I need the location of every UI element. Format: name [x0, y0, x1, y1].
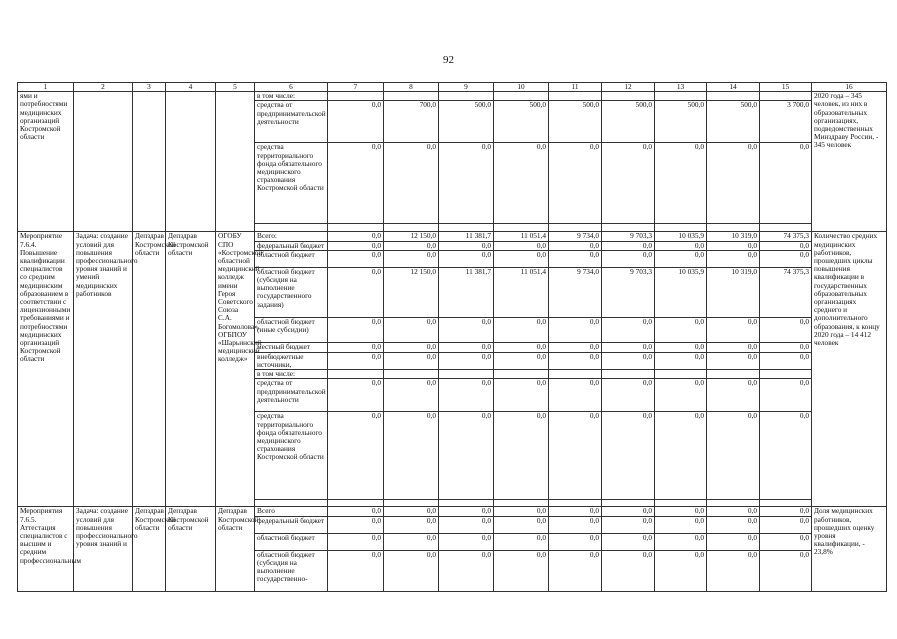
value-cell: 0,0	[494, 533, 549, 550]
value-cell: 500,0	[602, 101, 655, 143]
value-cell: 0,0	[760, 533, 812, 550]
value-cell: 0,0	[549, 241, 602, 250]
header-cell: 15	[760, 83, 812, 92]
customer-cell: Депздрав Костромской области	[166, 232, 216, 507]
value-cell: 10 319,0	[707, 267, 760, 317]
value-cell: 0,0	[439, 241, 494, 250]
funding-source-label: Всего	[255, 507, 328, 516]
header-cell: 2	[74, 83, 133, 92]
value-cell: 0,0	[328, 143, 384, 224]
value-cell: 0,0	[439, 507, 494, 516]
value-cell: 500,0	[655, 101, 707, 143]
value-cell: 0,0	[760, 250, 812, 267]
empty-cell	[216, 92, 255, 232]
value-cell: 0,0	[760, 143, 812, 224]
funding-source-label: федеральный бюджет	[255, 241, 328, 250]
funding-source-label: областной бюджет	[255, 250, 328, 267]
value-cell: 0,0	[328, 516, 384, 533]
value-cell: 11 051,4	[494, 232, 549, 241]
value-cell: 0,0	[494, 412, 549, 500]
empty-cell	[74, 92, 133, 232]
value-cell: 0,0	[494, 516, 549, 533]
value-cell: 0,0	[760, 379, 812, 412]
value-cell: 9 734,0	[549, 232, 602, 241]
value-cell: 0,0	[549, 143, 602, 224]
value-cell: 0,0	[328, 250, 384, 267]
value-cell: 10 035,9	[655, 232, 707, 241]
value-cell: 0,0	[384, 317, 439, 342]
value-cell: 0,0	[328, 317, 384, 342]
empty-cell	[166, 92, 216, 232]
funding-source-label: средства от предпринимательской деятельности	[255, 101, 328, 143]
value-cell: 0,0	[494, 379, 549, 412]
value-cell: 500,0	[439, 101, 494, 143]
task-cell: Задача: создание условий для повышения профессионального уровня знаний и	[74, 507, 133, 591]
value-cell: 0,0	[384, 352, 439, 369]
value-cell: 0,0	[760, 342, 812, 352]
header-cell: 8	[384, 83, 439, 92]
header-cell: 10	[494, 83, 549, 92]
value-cell: 0,0	[602, 550, 655, 591]
value-cell: 0,0	[328, 379, 384, 412]
value-cell: 0,0	[384, 379, 439, 412]
value-cell: 0,0	[384, 550, 439, 591]
value-cell: 11 381,7	[439, 267, 494, 317]
coordinator-cell: Депздрав Костромской области	[133, 507, 166, 591]
value-cell: 0,0	[655, 250, 707, 267]
value-cell: 0,0	[328, 507, 384, 516]
value-cell: 0,0	[602, 250, 655, 267]
value-cell: 9 703,3	[602, 267, 655, 317]
header-cell: 1	[18, 83, 74, 92]
value-cell: 0,0	[439, 352, 494, 369]
value-cell: 0,0	[549, 507, 602, 516]
event-name-cell: ями и потребностями медицинских организаций Костромской области	[18, 92, 74, 232]
value-cell: 0,0	[439, 516, 494, 533]
value-cell: 0,0	[549, 379, 602, 412]
value-cell: 0,0	[328, 412, 384, 500]
value-cell: 0,0	[655, 533, 707, 550]
value-cell: 0,0	[494, 143, 549, 224]
value-cell: 0,0	[760, 317, 812, 342]
value-cell: 0,0	[602, 533, 655, 550]
value-cell: 0,0	[760, 412, 812, 500]
value-cell: 0,0	[549, 516, 602, 533]
task-cell: Задача: создание условий для повышения профессионального уровня знаний и умений медицинских работников	[74, 232, 133, 507]
funding-source-label: областной бюджет (субсидия на выполнение государственно-	[255, 550, 328, 591]
value-cell: 0,0	[655, 516, 707, 533]
value-cell: 12 150,0	[384, 267, 439, 317]
value-cell: 0,0	[602, 352, 655, 369]
value-cell: 0,0	[328, 533, 384, 550]
value-cell: 11 051,4	[494, 267, 549, 317]
value-cell: 0,0	[328, 550, 384, 591]
value-cell: 0,0	[494, 342, 549, 352]
value-cell: 0,0	[602, 342, 655, 352]
value-cell: 0,0	[328, 232, 384, 241]
customer-cell: Депздрав Костромской области	[166, 507, 216, 591]
header-cell: 12	[602, 83, 655, 92]
value-cell: 0,0	[760, 352, 812, 369]
value-cell: 0,0	[439, 342, 494, 352]
funding-source-label: внебюджетные источники,	[255, 352, 328, 369]
funding-source-label: областной бюджет (субсидия на выполнение государственного задания)	[255, 267, 328, 317]
value-cell: 0,0	[602, 516, 655, 533]
value-cell: 0,0	[707, 412, 760, 500]
value-cell: 0,0	[707, 516, 760, 533]
value-cell: 0,0	[384, 516, 439, 533]
header-cell: 4	[166, 83, 216, 92]
value-cell: 0,0	[707, 550, 760, 591]
value-cell: 500,0	[494, 101, 549, 143]
value-cell: 0,0	[494, 317, 549, 342]
funding-source-label: Всего:	[255, 232, 328, 241]
value-cell: 10 035,9	[655, 267, 707, 317]
value-cell: 0,0	[494, 507, 549, 516]
funding-source-label: областной бюджет	[255, 533, 328, 550]
value-cell: 0,0	[328, 241, 384, 250]
value-cell: 0,0	[655, 143, 707, 224]
value-cell: 0,0	[707, 317, 760, 342]
value-cell: 0,0	[655, 352, 707, 369]
value-cell: 0,0	[549, 352, 602, 369]
value-cell: 0,0	[439, 250, 494, 267]
value-cell: 0,0	[655, 550, 707, 591]
value-cell: 0,0	[384, 412, 439, 500]
funding-source-label: местный бюджет	[255, 342, 328, 352]
value-cell: 0,0	[707, 250, 760, 267]
funding-source-label: средства от предпринимательской деятельности	[255, 379, 328, 412]
funding-source-label: в том числе:	[255, 370, 328, 379]
value-cell: 0,0	[707, 241, 760, 250]
value-cell: 0,0	[439, 550, 494, 591]
header-row	[18, 83, 887, 92]
result-indicator: Доля медицинских работников, прошедших оценку уровня квалификации, - 23,8%	[812, 507, 887, 591]
value-cell: 0,0	[384, 342, 439, 352]
funding-source-label: в том числе:	[255, 92, 328, 101]
page-number: 92	[443, 54, 454, 66]
value-cell: 12 150,0	[384, 232, 439, 241]
event-name-cell: Мероприятия 7.6.5. Аттестация специалистов с высшим и средним профессиональным	[18, 507, 74, 591]
value-cell: 11 381,7	[439, 232, 494, 241]
value-cell: 0,0	[439, 143, 494, 224]
value-cell: 0,0	[494, 250, 549, 267]
value-cell: 0,0	[328, 267, 384, 317]
value-cell: 0,0	[384, 250, 439, 267]
value-cell: 0,0	[549, 250, 602, 267]
value-cell: 0,0	[439, 533, 494, 550]
funding-source-label: областной бюджет (иные субсидии)	[255, 317, 328, 342]
value-cell: 0,0	[602, 241, 655, 250]
table-row	[18, 232, 887, 241]
header-cell: 7	[328, 83, 384, 92]
value-cell: 0,0	[549, 533, 602, 550]
value-cell: 10 319,0	[707, 232, 760, 241]
value-cell: 0,0	[760, 507, 812, 516]
value-cell: 3 700,0	[760, 101, 812, 143]
empty-cell	[133, 92, 166, 232]
value-cell: 0,0	[707, 379, 760, 412]
value-cell: 0,0	[549, 412, 602, 500]
value-cell: 0,0	[707, 342, 760, 352]
value-cell: 0,0	[602, 317, 655, 342]
value-cell: 0,0	[602, 507, 655, 516]
header-cell: 6	[255, 83, 328, 92]
value-cell: 0,0	[494, 241, 549, 250]
header-cell: 14	[707, 83, 760, 92]
value-cell: 0,0	[760, 241, 812, 250]
value-cell: 0,0	[655, 412, 707, 500]
value-cell: 0,0	[439, 317, 494, 342]
result-indicator: 2020 года – 345 человек, из них в образовательных организациях, подведомственных Минздраву России, - 345 человек	[812, 92, 887, 232]
value-cell: 0,0	[328, 342, 384, 352]
coordinator-cell: Депздрав Костромской области	[133, 232, 166, 507]
value-cell: 74 375,3	[760, 267, 812, 317]
value-cell: 0,0	[384, 143, 439, 224]
value-cell: 0,0	[328, 352, 384, 369]
value-cell: 0,0	[602, 379, 655, 412]
program-table	[17, 82, 887, 592]
event-name-cell: Мероприятие 7.6.4. Повышение квалификации специалистов со средним медицинским образованием в соответствии с лицензионными требованиями и потребностями медицинских организаций Костромской области	[18, 232, 74, 507]
header-cell: 13	[655, 83, 707, 92]
value-cell: 0,0	[384, 241, 439, 250]
value-cell: 0,0	[707, 533, 760, 550]
executor-cell: Депздрав Костромской области	[216, 507, 255, 591]
value-cell: 0,0	[549, 550, 602, 591]
value-cell: 0,0	[494, 352, 549, 369]
value-cell: 0,0	[655, 342, 707, 352]
value-cell: 0,0	[655, 317, 707, 342]
value-cell: 0,0	[655, 507, 707, 516]
table-row	[18, 507, 887, 516]
value-cell: 500,0	[549, 101, 602, 143]
value-cell: 0,0	[655, 379, 707, 412]
header-cell: 5	[216, 83, 255, 92]
result-indicator: Количество средних медицинских работников, прошедших циклы повышения квалификации в государственных образовательных организациях среднего и дополнительного образования, к концу 2020 года – 14 412 человек	[812, 232, 887, 507]
value-cell: 0,0	[760, 516, 812, 533]
funding-source-label: федеральный бюджет	[255, 516, 328, 533]
value-cell: 0,0	[655, 241, 707, 250]
value-cell: 0,0	[707, 352, 760, 369]
value-cell: 0,0	[494, 550, 549, 591]
value-cell: 0,0	[760, 550, 812, 591]
header-cell: 16	[812, 83, 887, 92]
value-cell: 0,0	[602, 412, 655, 500]
value-cell: 9 734,0	[549, 267, 602, 317]
header-cell: 3	[133, 83, 166, 92]
value-cell: 74 375,3	[760, 232, 812, 241]
executor-cell: ОГОБУ СПО «Костромской областной медицинский колледж имени Героя Советского Союза С.А. Богомолова», ОГБПОУ «Шарьинский медицинский колледж»	[216, 232, 255, 507]
value-cell: 0,0	[384, 507, 439, 516]
funding-source-label: средства территориального фонда обязательного медицинского страхования Костромской области	[255, 143, 328, 224]
value-cell: 0,0	[549, 342, 602, 352]
value-cell: 0,0	[439, 379, 494, 412]
value-cell: 0,0	[707, 143, 760, 224]
value-cell: 0,0	[328, 101, 384, 143]
value-cell: 700,0	[384, 101, 439, 143]
value-cell: 9 703,3	[602, 232, 655, 241]
value-cell: 0,0	[384, 533, 439, 550]
header-cell: 11	[549, 83, 602, 92]
header-cell: 9	[439, 83, 494, 92]
value-cell: 500,0	[707, 101, 760, 143]
funding-source-label: средства территориального фонда обязательного медицинского страхования Костромской области	[255, 412, 328, 500]
value-cell: 0,0	[439, 412, 494, 500]
value-cell: 0,0	[602, 143, 655, 224]
value-cell: 0,0	[549, 317, 602, 342]
value-cell: 0,0	[707, 507, 760, 516]
